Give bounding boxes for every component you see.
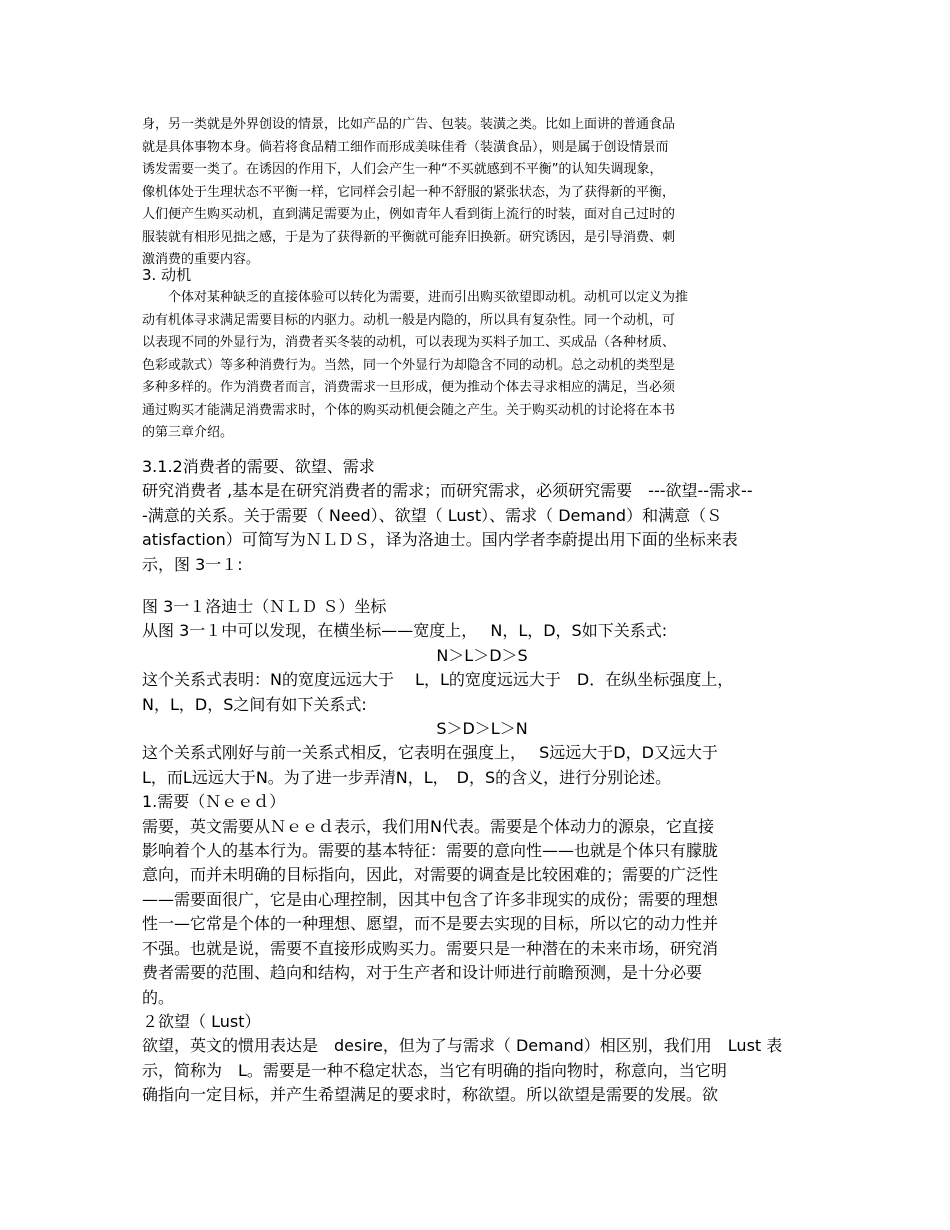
text-line: 图 3一１洛迪士（ＮＬＤ Ｓ）坐标 xyxy=(142,597,387,616)
text-line: ２欲望（ Lust） xyxy=(142,1011,261,1031)
text-line: 意向，而并未明确的目标指向，因此，对需要的调查是比较困难的；需要的广泛性 xyxy=(142,865,719,885)
text-line: 人们便产生购买动机，直到满足需要为止，例如青年人看到街上流行的时装，面对自己过时的 xyxy=(142,207,676,222)
text-line: 从图 3一１中可以发现，在横坐标——宽度上， N，L，D，S如下关系式: xyxy=(142,621,668,641)
section-nlds-intro xyxy=(142,455,822,577)
text-line: 以表现不同的外显行为，消费者买冬装的动机，可以表现为买料子加工、买成品（各种材质、 xyxy=(142,335,676,350)
paragraph-incentive xyxy=(142,114,822,272)
text-line: 需要，英文需要从Ｎｅｅｄ表示，我们用N代表。需要是个体动力的源泉，它直接 xyxy=(142,816,714,836)
text-line: 的第三章介绍。 xyxy=(142,425,234,440)
text-line: atisfaction）可简写为ＮＬＤＳ，译为洛迪士。国内学者李蔚提出用下面的坐标来表 xyxy=(142,530,738,550)
text-line: 1.需要（Ｎｅｅｄ） xyxy=(142,792,286,812)
text-line: 激消费的重要内容。 xyxy=(142,252,260,267)
section-motive xyxy=(142,264,822,445)
text-line: 个体对某种缺乏的直接体验可以转化为需要，进而引出购买欲望即动机。动机可以定义为推 xyxy=(168,290,689,305)
text-line: 这个关系式表明：N的宽度远远大于 L，L的宽度远远大于 D．在纵坐标强度上， xyxy=(142,670,734,690)
text-line: 示，图 3一１: xyxy=(142,554,243,574)
formula-line: N＞L＞D＞S xyxy=(436,645,528,665)
text-line: 性一—它常是个体的一种理想、愿望，而不是要去实现的目标，所以它的动力性并 xyxy=(142,914,719,934)
section-heading: 3.1.2消费者的需要、欲望、需求 xyxy=(142,457,375,476)
text-line: 诱发需要一类了。在诱因的作用下，人们会产生一种“不买就感到不平衡”的认知失调现象， xyxy=(142,162,663,177)
text-line: N，L，D，S之间有如下关系式: xyxy=(142,694,367,714)
text-line: 不强。也就是说，需要不直接形成购买力。需要只是一种潜在的未来市场，研究消 xyxy=(142,938,719,958)
text-line: 欲望，英文的惯用表达是 desire，但为了与需求（ Demand）相区别，我们用 Lust 表 xyxy=(142,1036,783,1056)
section-nlds-detail xyxy=(142,595,822,1108)
text-line: 多种多样的。作为消费者而言，消费需求一旦形成，便为推动个体去寻求相应的满足，当必须 xyxy=(142,380,676,395)
section-heading: 3. 动机 xyxy=(142,266,192,284)
text-line: L，而L远远大于N。为了进一步弄清N，L， D，S的含义，进行分别论述。 xyxy=(142,767,672,787)
text-line: 这个关系式刚好与前一关系式相反，它表明在强度上， S远远大于D，D又远大于 xyxy=(142,743,718,763)
text-line: 研究消费者 ,基本是在研究消费者的需求；而研究需求，必须研究需要 ---欲望--需求-- xyxy=(142,481,753,501)
formula-line: S＞D＞L＞N xyxy=(436,719,528,739)
text-line: 费者需要的范围、趋向和结构，对于生产者和设计师进行前瞻预测，是十分必要 xyxy=(142,963,703,983)
text-line: 就是具体事物本身。倘若将食品精工细作而形成美味佳肴（装潢食品），则是属于创设情景而 xyxy=(142,139,669,155)
text-line: ——需要面很广，它是由心理控制，因其中包含了许多非现实的成份；需要的理想 xyxy=(142,889,719,909)
text-line: 影响着个人的基本行为。需要的基本特征：需要的意向性——也就是个体只有朦胧 xyxy=(142,841,719,861)
text-line: 的。 xyxy=(142,987,175,1007)
text-line: 确指向一定目标，并产生希望满足的要求时，称欲望。所以欲望是需要的发展。欲 xyxy=(142,1085,719,1105)
text-line: 色彩或款式）等多种消费行为。当然，同一个外显行为却隐含不同的动机。总之动机的类型是 xyxy=(142,357,676,373)
text-line: 服装就有相形见拙之感，于是为了获得新的平衡就可能弃旧换新。研究诱因，是引导消费、刺 xyxy=(142,229,676,245)
text-line: -满意的关系。关于需要（ Need）、欲望（ Lust）、需求（ Demand）和满意（Ｓ xyxy=(142,505,723,525)
text-line: 身，另一类就是外界创设的情景，比如产品的广告、包装。装潢之类。比如上面讲的普通食品 xyxy=(142,117,676,132)
text-line: 示，简称为 L。需要是一种不稳定状态，当它有明确的指向物时，称意向，当它明 xyxy=(142,1060,727,1080)
text-line: 像机体处于生理状态不平衡一样，它同样会引起一种不舒服的紧张状态，为了获得新的平衡， xyxy=(142,184,676,200)
text-line: 通过购买才能满足消费需求时，个体的购买动机便会随之产生。关于购买动机的讨论将在本书 xyxy=(142,402,676,418)
text-line: 动有机体寻求满足需要目标的内驱力。动机一般是内隐的，所以具有复杂性。同一个动机，可 xyxy=(142,312,676,328)
